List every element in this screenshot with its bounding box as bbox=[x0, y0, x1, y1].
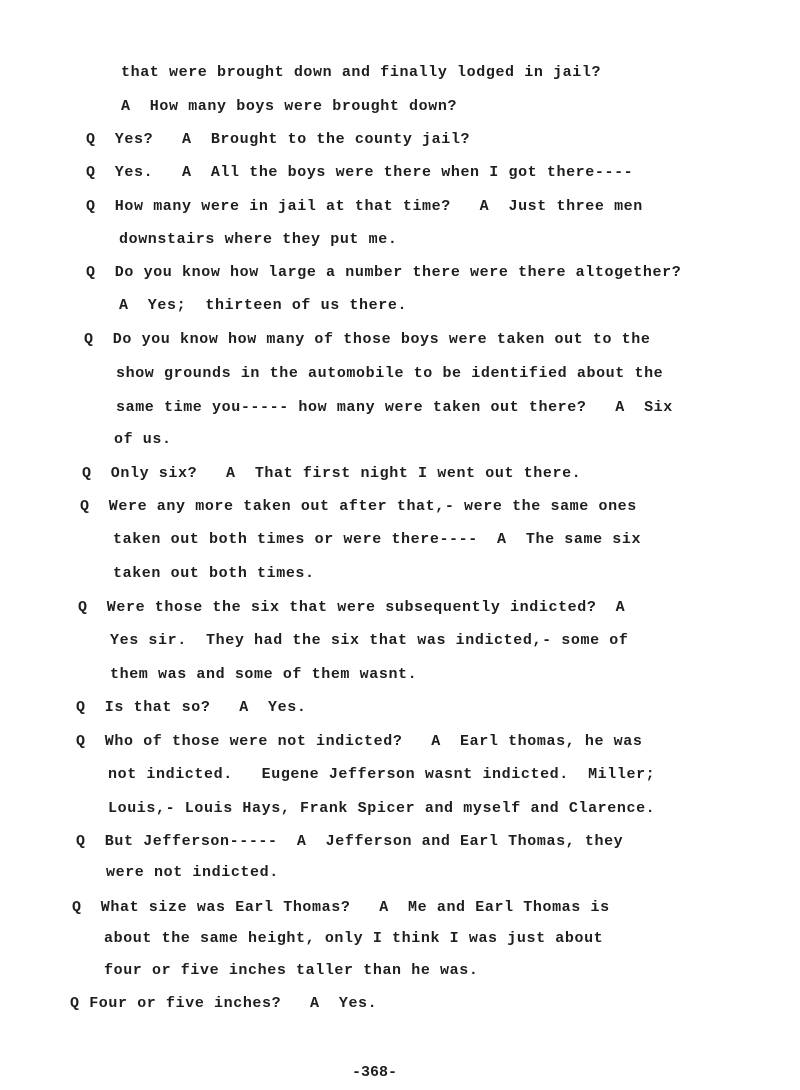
transcript-line: downstairs where they put me. bbox=[119, 231, 398, 248]
transcript-line: were not indicted. bbox=[106, 864, 279, 881]
transcript-line: Q Were those the six that were subsequently indicted? A bbox=[78, 599, 626, 616]
transcript-line: four or five inches taller than he was. bbox=[104, 962, 479, 979]
page-number: -368- bbox=[352, 1064, 398, 1081]
transcript-line: Yes sir. They had the six that was indicted,- some of bbox=[110, 632, 629, 649]
transcript-line: Q How many were in jail at that time? A Just three men bbox=[86, 198, 643, 215]
transcript-line: same time you----- how many were taken out there? A Six bbox=[116, 399, 673, 416]
transcript-line: Q Do you know how many of those boys were taken out to the bbox=[84, 331, 651, 348]
transcript-line: them was and some of them wasnt. bbox=[110, 666, 418, 683]
transcript-line: A Yes; thirteen of us there. bbox=[119, 297, 408, 314]
transcript-line: show grounds in the automobile to be identified about the bbox=[116, 365, 664, 382]
transcript-line: of us. bbox=[114, 431, 172, 448]
transcript-line: Q Only six? A That first night I went out there. bbox=[82, 465, 582, 482]
transcript-line: Q What size was Earl Thomas? A Me and Earl Thomas is bbox=[72, 899, 610, 916]
transcript-line: Q Yes? A Brought to the county jail? bbox=[86, 131, 471, 148]
transcript-line: Q Who of those were not indicted? A Earl thomas, he was bbox=[76, 733, 643, 750]
transcript-line: Q Four or five inches? A Yes. bbox=[70, 995, 378, 1012]
transcript-line: about the same height, only I think I was just about bbox=[104, 930, 604, 947]
transcript-line: taken out both times or were there---- A The same six bbox=[113, 531, 642, 548]
transcript-line: taken out both times. bbox=[113, 565, 315, 582]
transcript-line: Q Yes. A All the boys were there when I got there---- bbox=[86, 164, 634, 181]
transcript-line: Q But Jefferson----- A Jefferson and Earl Thomas, they bbox=[76, 833, 624, 850]
transcript-line: Q Do you know how large a number there were there altogether? bbox=[86, 264, 682, 281]
transcript-line: that were brought down and finally lodged in jail? bbox=[121, 64, 602, 81]
transcript-line: not indicted. Eugene Jefferson wasnt indicted. Miller; bbox=[108, 766, 656, 783]
transcript-line: A How many boys were brought down? bbox=[121, 98, 458, 115]
transcript-line: Q Is that so? A Yes. bbox=[76, 699, 307, 716]
transcript-line: Louis,- Louis Hays, Frank Spicer and myself and Clarence. bbox=[108, 800, 656, 817]
transcript-line: Q Were any more taken out after that,- were the same ones bbox=[80, 498, 637, 515]
